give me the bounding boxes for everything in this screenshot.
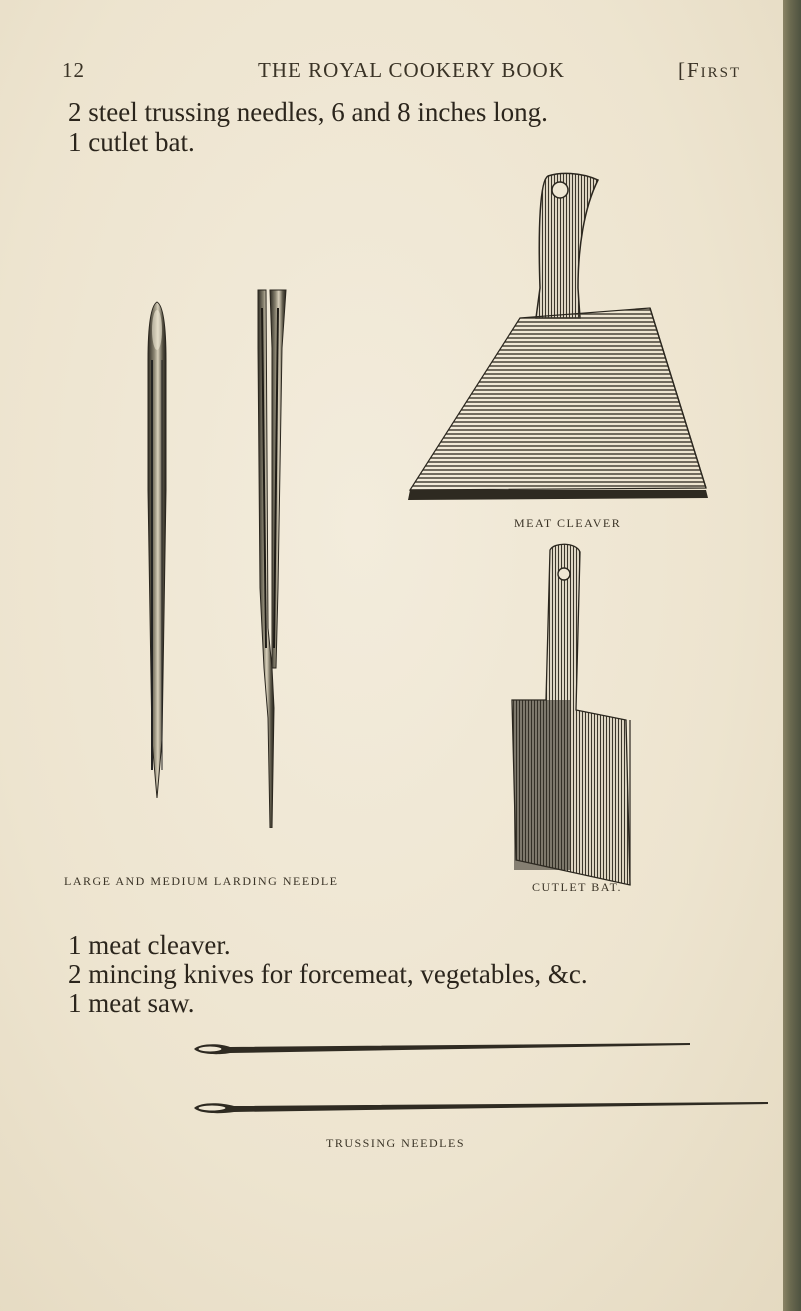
caption-larding-needles: LARGE AND MEDIUM LARDING NEEDLE (64, 874, 339, 888)
short-trussing-needle-illustration (190, 1040, 690, 1058)
section-label: [First (678, 58, 742, 82)
text-line-cutlet-bat: 1 cutlet bat. (68, 127, 195, 157)
caption-trussing-needles: TRUSSING NEEDLES (326, 1136, 466, 1150)
meat-cleaver-illustration (400, 168, 720, 508)
page-number: 12 (62, 58, 85, 82)
large-larding-needle-illustration (132, 300, 182, 800)
text-line-trussing-needles: 2 steel trussing needles, 6 and 8 inches long. (68, 97, 548, 127)
caption-meat-cleaver: MEAT CLEAVER (514, 516, 622, 530)
long-trussing-needle-illustration (190, 1098, 770, 1118)
text-line-meat-saw: 1 meat saw. (68, 988, 195, 1018)
text-line-meat-cleaver: 1 meat cleaver. (68, 930, 231, 960)
book-spine-edge (783, 0, 801, 1311)
cutlet-bat-illustration (506, 540, 646, 890)
medium-larding-needle-illustration (252, 288, 292, 828)
text-line-mincing-knives: 2 mincing knives for forcemeat, vegetables, &c. (68, 959, 588, 989)
running-title: THE ROYAL COOKERY BOOK (258, 58, 565, 82)
caption-cutlet-bat: CUTLET BAT. (532, 880, 623, 894)
